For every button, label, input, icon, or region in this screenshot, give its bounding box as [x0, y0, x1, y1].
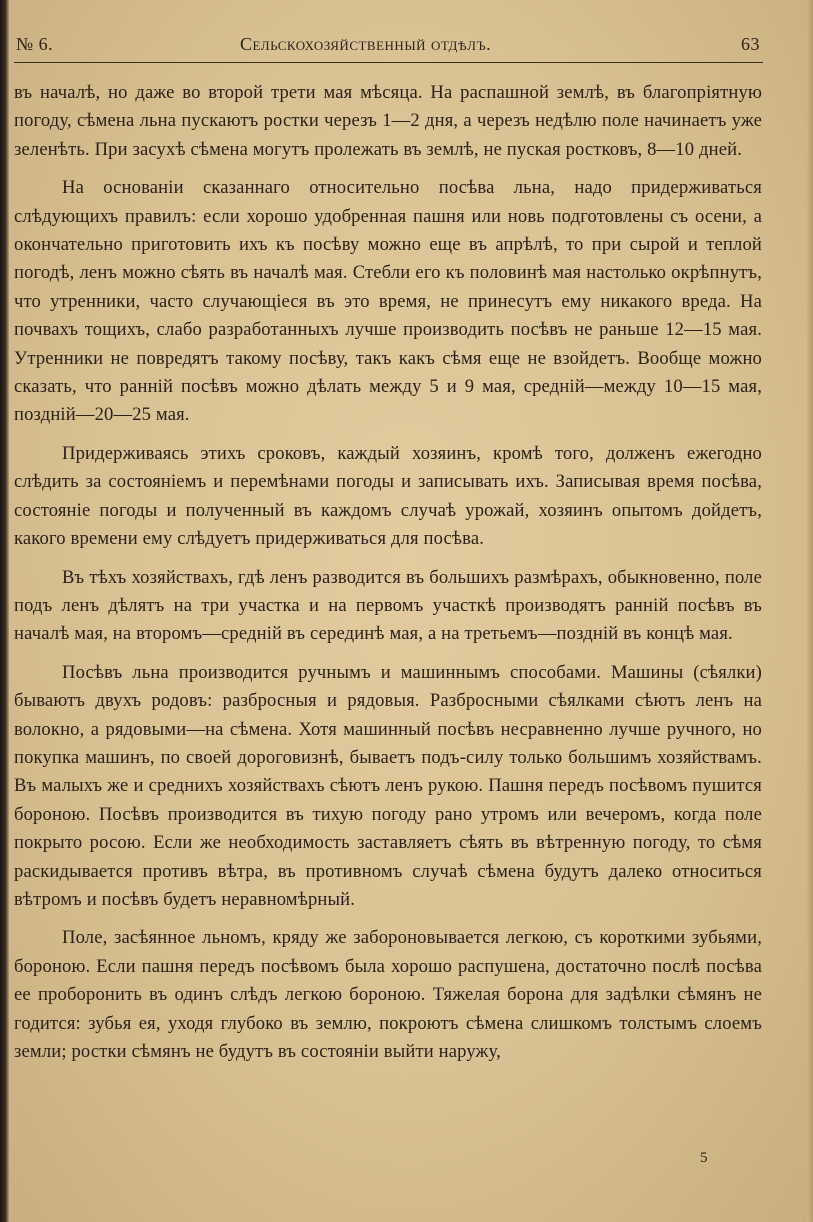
printer-signature-mark: 5 [700, 1150, 708, 1166]
header-rule [14, 62, 763, 63]
paragraph-6: Поле, засѣянное льномъ, кряду же забороновывается легкою, съ короткими зубьями, бороною. Если пашня передъ посѣвомъ была хорошо распушена, достаточно послѣ посѣва ее проборонить въ одинъ слѣдъ легкою бороною. Тяжелая борона для задѣлки сѣмянъ не годится: зубья ея, уходя глубоко въ землю, покроютъ сѣмена слишкомъ толстымъ слоемъ земли; ростки сѣмянъ не будутъ въ состояніи выйти наружу, [14, 927, 762, 1062]
body-text [14, 79, 762, 1076]
page-number: 63 [741, 34, 760, 54]
section-title: Сельскохозяйственный отдѣлъ. [240, 34, 492, 54]
page-edge [807, 0, 813, 1222]
issue-number: № 6. [16, 34, 54, 54]
paragraph-3: Придерживаясь этихъ сроковъ, каждый хозяинъ, кромѣ того, долженъ ежегодно слѣдить за состояніемъ и перемѣнами погоды и записывать ихъ. Записывая время посѣва, состояніе погоды и полученный въ каждомъ случаѣ урожай, хозяинъ опытомъ дойдетъ, какого времени ему слѣдуетъ придерживаться для посѣва. [14, 442, 762, 550]
running-header [14, 30, 760, 60]
paragraph-4: Въ тѣхъ хозяйствахъ, гдѣ ленъ разводится въ большихъ размѣрахъ, обыкновенно, поле подъ ленъ дѣлятъ на три участка и на первомъ участкѣ производятъ ранній посѣвъ въ началѣ мая, на второмъ—средній въ серединѣ мая, а на третьемъ—поздній въ концѣ мая. [14, 566, 762, 645]
paragraph-1: въ началѣ, но даже во второй трети мая мѣсяца. На распашной землѣ, въ благопріятную погоду, сѣмена льна пускаютъ ростки черезъ 1—2 дня, а черезъ недѣлю поле начинаетъ уже зеленѣть. При засухѣ сѣмена могутъ пролежать въ землѣ, не пуская ростковъ, 8—10 дней. [14, 82, 762, 160]
book-spine-shadow [0, 0, 9, 1222]
paragraph-2: На основаніи сказаннаго относительно посѣва льна, надо придерживаться слѣдующихъ правилъ: если хорошо удобренная пашня или новь подготовлены съ осени, а окончательно приготовить ихъ къ посѣву можно еще въ апрѣлѣ, то при сырой и теплой погодѣ, ленъ можно сѣять въ началѣ мая. Стебли его къ половинѣ мая настолько окрѣпнутъ, что утренники, часто случающіеся въ это время, не принесутъ ему никакого вреда. На почвахъ тощихъ, слабо разработанныхъ лучше производить посѣвъ не раньше 12—15 мая. Утренники не повредятъ такому посѣву, такъ какъ сѣмя еще не взойдетъ. Вообще можно сказать, что ранній посѣвъ можно дѣлать между 5 и 9 мая, средній—между 10—15 мая, поздній—20—25 мая. [14, 177, 762, 426]
paragraph-5: Посѣвъ льна производится ручнымъ и машиннымъ способами. Машины (сѣялки) бываютъ двухъ родовъ: разбросныя и рядовыя. Разбросными сѣялками сѣютъ ленъ на волокно, а рядовыми—на сѣмена. Хотя машинный посѣвъ несравненно лучше ручного, но покупка машинъ, по своей дороговизнѣ, бываетъ подъ-силу только большимъ хозяйствамъ. Въ малыхъ же и среднихъ хозяйствахъ сѣютъ ленъ рукою. Пашня передъ посѣвомъ пушится бороною. Посѣвъ производится въ тихую погоду рано утромъ или вечеромъ, когда поле покрыто росою. Если же необходимость заставляетъ сѣять въ вѣтренную погоду, то сѣмя раскидывается противъ вѣтра, въ противномъ случаѣ сѣмена будутъ далеко относиться вѣтромъ и посѣвъ будетъ неравномѣрный. [14, 661, 762, 910]
